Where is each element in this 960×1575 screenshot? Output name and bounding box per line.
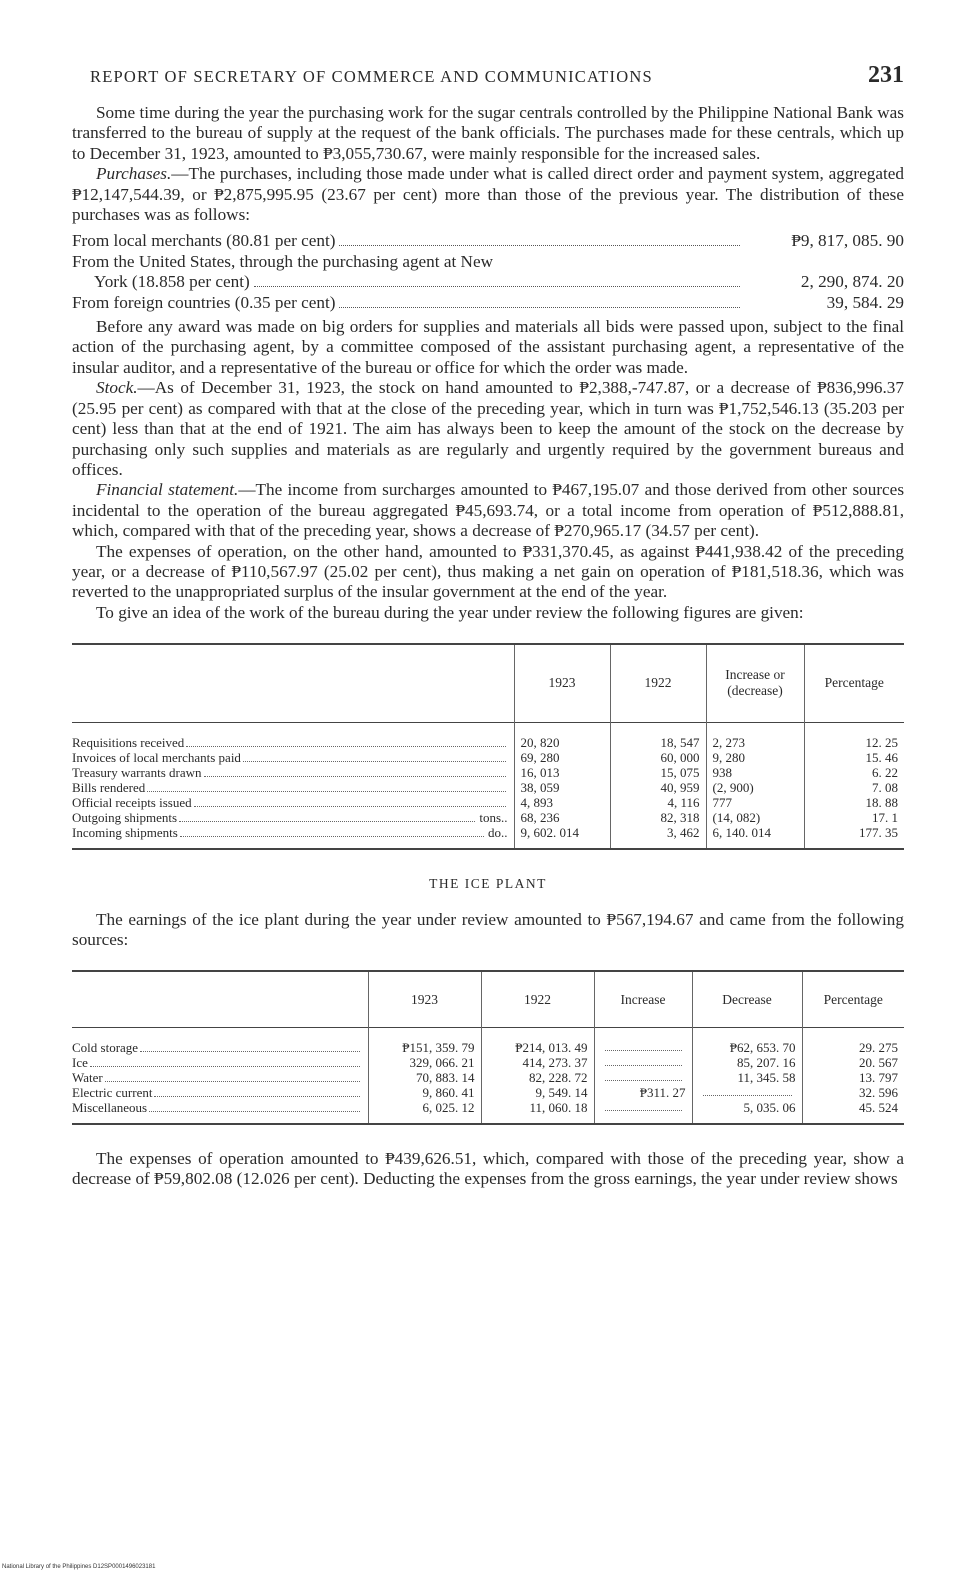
cell-increase [594, 1100, 692, 1124]
cell-1923: ₱151, 359. 79 [368, 1027, 481, 1055]
table1-header-label [72, 644, 514, 722]
cell-change: (14, 082) [706, 810, 804, 825]
cell-increase: ₱311. 27 [594, 1085, 692, 1100]
table-row [72, 810, 904, 825]
paragraph-financial-statement [72, 480, 904, 541]
cell-1922: ₱214, 013. 49 [481, 1027, 594, 1055]
cell-1922: 40, 959 [610, 780, 706, 795]
section-title: THE ICE PLANT [429, 875, 547, 891]
cell-1923: 70, 883. 14 [368, 1070, 481, 1085]
stock-heading: Stock. [96, 378, 138, 398]
cell-increase [594, 1070, 692, 1085]
cell-1923: 6, 025. 12 [368, 1100, 481, 1124]
table2-header-decrease: Decrease [692, 971, 802, 1027]
row-label: Requisitions received [72, 734, 185, 750]
table1-header-change: Increase or (decrease) [706, 644, 804, 722]
paragraph-stock [72, 378, 904, 480]
row-unit: tons.. [479, 809, 508, 825]
cell-change: 938 [706, 765, 804, 780]
paragraph-ice-plant-earnings: The earnings of the ice plant during the year under review amounted to ₱567,194.67 and came from the following sources: [72, 909, 904, 950]
cell-1922: 4, 116 [610, 795, 706, 810]
ledger-row [72, 293, 904, 313]
table2-header-increase: Increase [594, 971, 692, 1027]
document-page [72, 62, 904, 1190]
table-row [72, 765, 904, 780]
header-title: REPORT OF SECRETARY OF COMMERCE AND COMMUNICATIONS [90, 67, 653, 86]
cell-1922: 11, 060. 18 [481, 1100, 594, 1124]
cell-percentage: 6. 22 [804, 765, 904, 780]
row-label: Electric current [72, 1084, 153, 1100]
row-unit: do.. [488, 824, 508, 840]
cell-1923: 38, 059 [514, 780, 610, 795]
cell-1923: 69, 280 [514, 750, 610, 765]
cell-1922: 18, 547 [610, 722, 706, 750]
table-row [72, 1085, 904, 1100]
table2-header-percentage: Percentage [802, 971, 904, 1027]
stock-text: —As of December 31, 1923, the stock on hand amounted to ₱2,388,-747.87, or a decrease of ₱836,996.37 (25.95 per cent) as compared with that at the close of the preceding year, which in turn was ₱1,752,546.13 (35.203 per cent) less than that at the end of 1921. The aim has always been to keep the amount of the stock on the decrease by purchasing only such supplies and materials as are regularly and urgently required by the government bureaus and offices. [72, 378, 904, 479]
row-label: Cold storage [72, 1039, 139, 1055]
paragraph-ice-plant-expenses: The expenses of operation amounted to ₱439,626.51, which, compared with those of the preceding year, show a decrease of ₱59,802.08 (12.026 per cent). Deducting the expenses from the gross earnings, the year under review shows [72, 1148, 904, 1189]
paragraph-expenses: The expenses of operation, on the other hand, amounted to ₱331,370.45, as against ₱441,938.42 of the preceding year, or a decrease of ₱110,567.97 (25.02 per cent), thus making a net gain on operation of ₱181,518.36, which was reverted to the unappropriated surplus of the insular government at the end of the year. [72, 541, 904, 602]
cell-change: 9, 280 [706, 750, 804, 765]
row-label: Miscellaneous [72, 1099, 148, 1115]
table-row [72, 780, 904, 795]
financial-text: —The income from surcharges amounted to ₱467,195.07 and those derived from other sources incidental to the operation of the bureau aggregated ₱45,693.74, or a total income from operation of ₱512,888.81, which, compared with that of the preceding year, shows a decrease of ₱270,965.17 (34.57 per cent). [72, 480, 905, 541]
cell-percentage: 45. 524 [802, 1100, 904, 1124]
table-row [72, 1100, 904, 1124]
cell-1922: 82, 228. 72 [481, 1070, 594, 1085]
scan-footer: National Library of the Philippines D12SP0001496023181 [2, 1564, 156, 1570]
ledger-row [72, 252, 904, 272]
row-label: Water [72, 1069, 103, 1085]
ledger-label: From the United States, through the purchasing agent at New [72, 251, 494, 271]
cell-1923: 4, 893 [514, 795, 610, 810]
table-row [72, 722, 904, 750]
row-label: Incoming shipments [72, 824, 178, 840]
cell-1922: 82, 318 [610, 810, 706, 825]
cell-1923: 20, 820 [514, 722, 610, 750]
table-row [72, 825, 904, 849]
cell-percentage: 7. 08 [804, 780, 904, 795]
cell-percentage: 13. 797 [802, 1070, 904, 1085]
cell-1923: 329, 066. 21 [368, 1055, 481, 1070]
table1-header-1922: 1922 [610, 644, 706, 722]
cell-1922: 60, 000 [610, 750, 706, 765]
ledger-label: York (18.858 per cent) [94, 272, 250, 292]
paragraph-awards: Before any award was made on big orders for supplies and materials all bids were passed upon, subject to the final action of the purchasing agent, by a committee composed of the assistant purchasing agent, a representative of the insular auditor, and a representative of the bureau or office for which the order was made. [72, 317, 904, 377]
row-label-cell [72, 765, 514, 780]
ledger-label: From local merchants (80.81 per cent) [72, 231, 336, 251]
cell-1923: 16, 013 [514, 765, 610, 780]
row-label-cell [72, 795, 514, 810]
row-label-cell [72, 722, 514, 750]
cell-1922: 15, 075 [610, 765, 706, 780]
ledger-row [72, 231, 904, 251]
paragraph-sugar-centrals: Some time during the year the purchasing work for the sugar centrals controlled by the Philippine National Bank was transferred to the bureau of supply at the request of the bank officials. The purchases made for these centrals, which up to December 31, 1923, amounted to ₱3,055,730.67, were mainly responsible for the increased sales. [72, 103, 904, 163]
ledger-amount: 2, 290, 874. 20 [800, 272, 904, 292]
row-label-cell [72, 1055, 368, 1070]
table2-header-1923: 1923 [368, 971, 481, 1027]
cell-1922: 3, 462 [610, 825, 706, 849]
cell-1922: 9, 549. 14 [481, 1085, 594, 1100]
table-row [72, 1027, 904, 1055]
row-label: Invoices of local merchants paid [72, 749, 241, 765]
cell-percentage: 18. 88 [804, 795, 904, 810]
ledger-row [72, 272, 904, 292]
cell-percentage: 17. 1 [804, 810, 904, 825]
cell-change: 2, 273 [706, 722, 804, 750]
table2-header-1922: 1922 [481, 971, 594, 1027]
table-row [72, 1055, 904, 1070]
row-label-cell [72, 750, 514, 765]
ledger-amount: ₱9, 817, 085. 90 [791, 231, 904, 251]
table-row [72, 750, 904, 765]
cell-percentage: 20. 567 [802, 1055, 904, 1070]
bureau-work-table [72, 643, 904, 850]
table-row [72, 795, 904, 810]
cell-increase [594, 1027, 692, 1055]
cell-percentage: 15. 46 [804, 750, 904, 765]
row-label: Official receipts issued [72, 794, 192, 810]
page-number: 231 [868, 62, 904, 88]
cell-percentage: 29. 275 [802, 1027, 904, 1055]
table1-header-percentage: Percentage [804, 644, 904, 722]
cell-percentage: 12. 25 [804, 722, 904, 750]
cell-1922: 414, 273. 37 [481, 1055, 594, 1070]
row-label-cell [72, 825, 514, 849]
row-label: Outgoing shipments [72, 809, 178, 825]
row-label-cell [72, 1027, 368, 1055]
running-header [90, 62, 904, 89]
financial-heading: Financial statement. [96, 480, 239, 500]
ledger-amount: 39, 584. 29 [826, 292, 904, 312]
row-label-cell [72, 1085, 368, 1100]
cell-1923: 68, 236 [514, 810, 610, 825]
cell-percentage: 177. 35 [804, 825, 904, 849]
ledger-label: From foreign countries (0.35 per cent) [72, 292, 336, 312]
cell-increase [594, 1055, 692, 1070]
purchases-text: —The purchases, including those made under what is called direct order and payment system, aggregated ₱12,147,544.39, or ₱2,875,995.95 (23.67 per cent) more than those of the previous year. The distribution of these purchases was as follows: [72, 164, 904, 225]
cell-decrease: 11, 345. 58 [692, 1070, 802, 1085]
ice-plant-table [72, 970, 904, 1125]
cell-percentage: 32. 596 [802, 1085, 904, 1100]
purchases-heading: Purchases. [96, 164, 172, 184]
row-label: Treasury warrants drawn [72, 764, 202, 780]
row-label-cell [72, 1100, 368, 1124]
row-label-cell [72, 1070, 368, 1085]
row-label-cell [72, 810, 514, 825]
cell-change: 777 [706, 795, 804, 810]
cell-1923: 9, 860. 41 [368, 1085, 481, 1100]
cell-decrease: ₱62, 653. 70 [692, 1027, 802, 1055]
cell-1923: 9, 602. 014 [514, 825, 610, 849]
row-label-cell [72, 780, 514, 795]
cell-change: (2, 900) [706, 780, 804, 795]
purchases-distribution [72, 231, 904, 313]
table-row [72, 1070, 904, 1085]
row-label: Ice [72, 1054, 88, 1070]
cell-decrease: 5, 035. 06 [692, 1100, 802, 1124]
row-label: Bills rendered [72, 779, 146, 795]
paragraph-figures-intro: To give an idea of the work of the bureau during the year under review the following figures are given: [96, 602, 804, 622]
table2-header-label [72, 971, 368, 1027]
cell-decrease [692, 1085, 802, 1100]
cell-decrease: 85, 207. 16 [692, 1055, 802, 1070]
cell-change: 6, 140. 014 [706, 825, 804, 849]
table1-header-1923: 1923 [514, 644, 610, 722]
paragraph-purchases [72, 164, 904, 225]
